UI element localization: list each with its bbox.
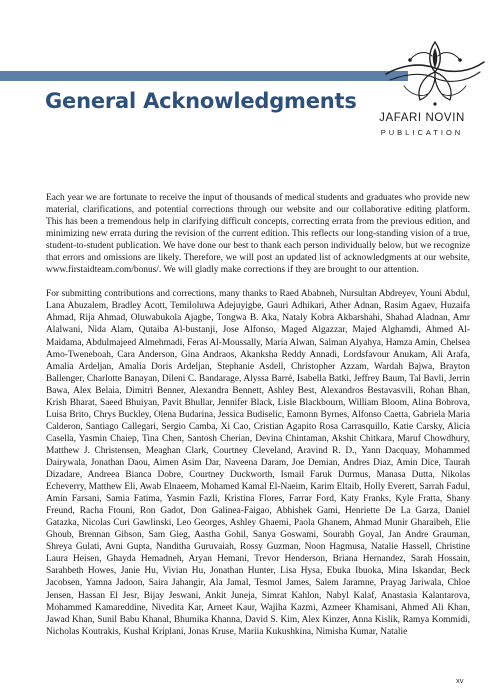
brand-name: JAFARI NOVIN: [379, 112, 465, 124]
brand-subtitle: PUBLICATION: [380, 128, 464, 137]
names-paragraph: For submitting contributions and corrections, many thanks to Raed Ababneh, Nursultan Abdreyev, Youni Abdul, Lana Abuzalem, Bradley Acott, Temiloluwa Adejuyigbe, Gauri Adhikari, Ather Adnan, Rasim Agaev, Huzaifa Ahmad, Rija Ahmad, Oluwabukola Ajagbe, Tongwa B. Aka, Nataly Kobra Akbarshahi, Shahad Aladnan, Amr Alalwani, Nida Alam, Qutaiba Al-bustanji, Jose Alfonso, Maged Algazzar, Majed Alghamdi, Ahmed Al-Maidama, Abdulmajeed Almehmadi, Feras Al-Moussally, Maria Alwan, Salman Alyahya, Hamza Amin, Chelsea Amo-Tweneboah, Cara Anderson, Gina Andraos, Akanksha Reddy Annadi, Lordsfavour Anukam, Ali Arafa, Amalia Ardeljan, Amalia Doris Ardeljan, Stephanie Asdell, Christopher Azzam, Wardah Bajwa, Brayton Ballenger, Charlotte Banayan, Dileni C. Bandarage, Alyssa Barré, Isabella Batki, Jeffrey Baum, Tal Bavli, Jerrin Bawa, Alex Belaia, Dimitri Benner, Alexandra Bennett, Ashley Best, Alexandros Bestavasvili, Rohan Bhan, Krish Bharat, Saeed Bhuiyan, Pavit Bhullar, Jennifer Black, Lisle Blackbourn, William Bloom, Alina Bobrova, Luisa Brito, Chrys Buckley, Olena Budarina, Jessica Budiselic, Eamonn Byrnes, Alfonso Caetta, Gabriela Maria Calderon, Santiago Callegari, Sergio Camba, Xi Cao, Cristian Agapito Rosa Carrasquillo, Katie Carsky, Alicia Casella, Yasmin Chaiep, Tina Chen, Santosh Cherian, Devina Chintaman, Akshit Chitkara, Maruf Chowdhury, Matthew J. Christensen, Meaghan Clark, Courtney Cleveland, Aravind R. D., Yann Dacquay, Mohammed Dairywala, Jonathan Daou, Aimen Asim Dar, Naveena Daram, Joe Demian, Andres Diaz, Amin Dice, Taurah Dizadare, Andreea Bianca Dobre, Courtney Duckworth, Ismail Faruk Durmus, Manasa Dutta, Nikolas Echeverry, Matthew Eli, Awab Elnaeem, Mohamed Kamal El-Naeim, Karim Eltaib, Holly Everett, Sarrah Fadul, Amin Farsani, Samia Fatima, Yasmin Fazli, Kristina Flores, Farrar Ford, Katy Franks, Kyle Fratta, Shany Freund, Racha Ftouni, Ron Gadot, Don Galinea-Faigao, Abhishek Gami, Henriette De La Garza, Daniel Gatazka, Nicolas Curi Gawlinski, Leo Georges, Ashley Ghaemi, Paola Ghanem, Ahmad Munir Gharaibeh, Elie Ghoub, Brennan Gibson, Sam Gieg, Aastha Gohil, Sanya Goswami, Sourabh Goyal, Jan Andre Grauman, Shreya Gulati, Avni Gupta, Nanditha Guruvaiah, Rossy Guzman, Noon Hagmusa, Natalie Hassell, Christine Laura Heisen, Ghayda Hemadneh, Aryan Hemani, Trevor Henderson, Briana Hernandez, Sarah Hossain, Sarahbeth Howes, Janie Hu, Vivian Hu, Jonathan Hunter, Lisa Hysa, Ebuka Ibuoka, Mina Iskandar, Beck Jacobsen, Yamna Jadoon, Saira Jahangir, Ala Jamal, Tesmol James, Salem Jaramne, Prayag Jariwala, Chloe Jensen, Hassan El Jesr, Bijay Jeswani, Ankit Juneja, Simrat Kahlon, Nabyl Kalaf, Anastasia Kalantarova, Mohammed Kamareddine, Nivedita Kar, Arneet Kaur, Wajiha Kazmi, Azmeer Khamisani, Ahmed Ali Khan, Jawad Khan, Sunil Babu Khanal, Bhumika Khanna, David S. Kim, Alex Kinzer, Anna Kislik, Ramya Kommidi, Nicholas Koutrakis, Kushal Kriplani, Jonas Kruse, Mariia Kukushkina, Nimisha Kumar, Natalie: [46, 289, 470, 637]
page-number: xv: [456, 676, 464, 685]
page-title: General Acknowledgments: [45, 89, 357, 113]
header-color-band: [0, 71, 408, 81]
acknowledgments-body: [46, 192, 470, 638]
intro-paragraph: Each year we are fortunate to receive the input of thousands of medical students and graduates who provide new material, clarifications, and potential corrections through our website and our collaborative editing platform. This has been a tremendous help in clarifying difficult concepts, correcting errata from the previous edition, and minimizing new errata during the revision of the current edition. This reflects our long-standing vision of a true, student-to-student publication. We have done our best to thank each person individually below, but we recognize that errors and omissions are likely. Therefore, we will post an updated list of acknowledgments at our website, www.firstaidteam.com/bonus/. We will gladly make corrections if they are brought to our attention.: [46, 193, 470, 276]
